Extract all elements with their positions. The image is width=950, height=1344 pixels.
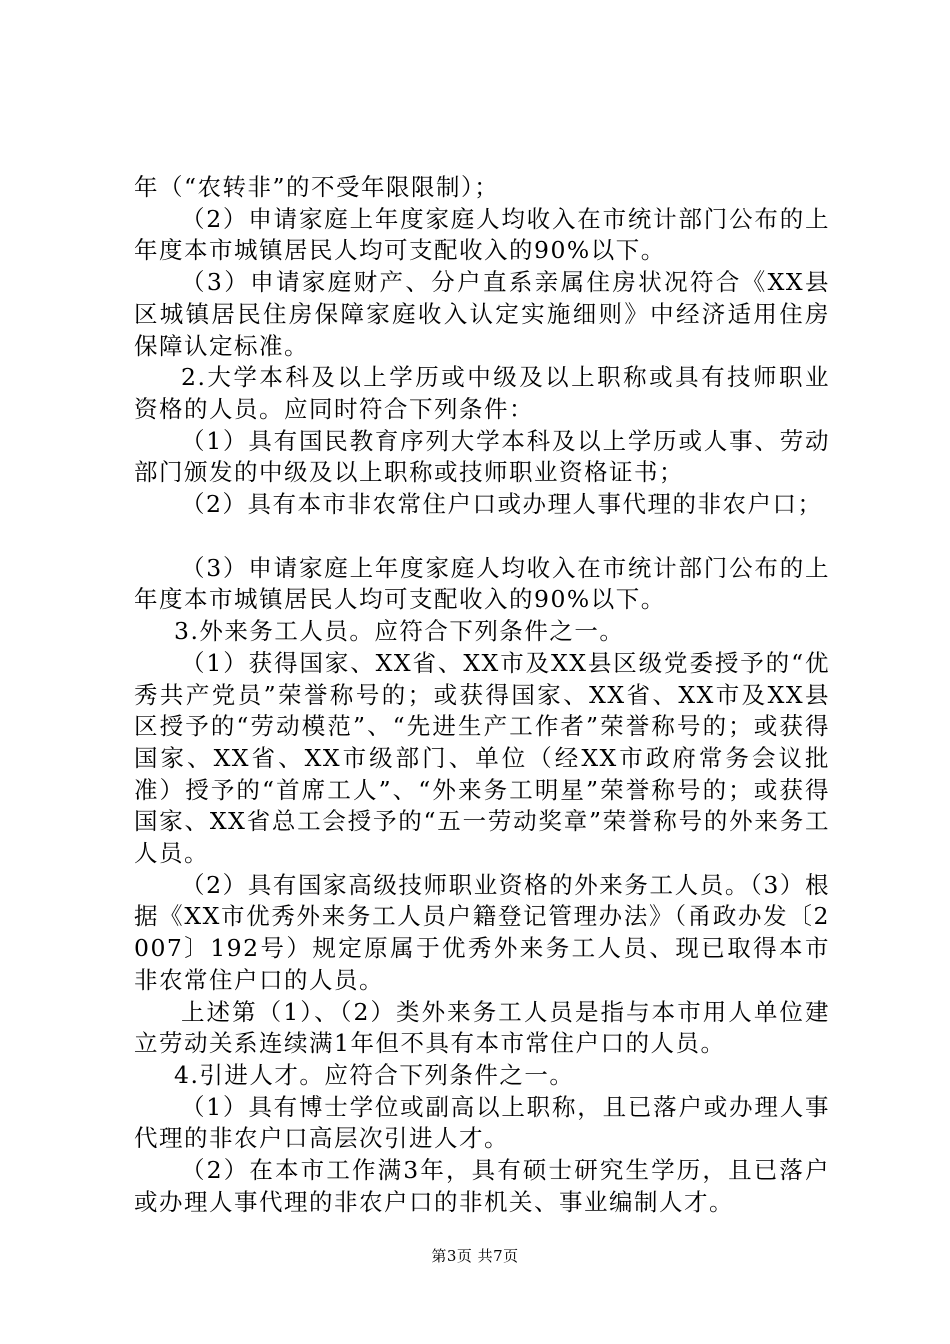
paragraph-4: 2.大学本科及以上学历或中级及以上职称或具有技师职业资格的人员。应同时符合下列条件： xyxy=(134,363,830,423)
document-body xyxy=(134,172,830,1219)
paragraph-14: （2）在本市工作满3年，具有硕士研究生学历，且已落户或办理人事代理的非农户口的非机关、事业编制人才。 xyxy=(134,1156,830,1216)
paragraph-1: 年（“农转非”的不受年限限制）； xyxy=(134,173,500,201)
paragraph-5: （1）具有国民教育序列大学本科及以上学历或人事、劳动部门颁发的中级及以上职称或技师职业资格证书； xyxy=(134,426,830,487)
paragraph-13: （1）具有博士学位或副高以上职称，且已落户或办理人事代理的非农户口高层次引进人才。 xyxy=(134,1092,830,1153)
page-footer xyxy=(0,1246,950,1266)
paragraph-12: 4.引进人才。应符合下列条件之一。 xyxy=(174,1060,575,1089)
paragraph-2: （2）申请家庭上年度家庭人均收入在市统计部门公布的上年度本市城镇居民人均可支配收入的90%以下。 xyxy=(134,204,830,265)
paragraph-8: 3.外来务工人员。应符合下列条件之一。 xyxy=(174,617,625,646)
page-number: 第3页 共7页 xyxy=(431,1247,519,1265)
paragraph-9: （1）获得国家、XX省、XX市及XX县区级党委授予的“优秀共产党员”荣誉称号的；或获得国家、XX省、XX市及XX县区授予的“劳动模范”、“先进生产工作者”荣誉称号的；或获得国家、XX省、XX市级部门、单位（经XX市政府常务会议批准）授予的“首席工人”、“外来务工明星”荣誉称号的；或获得国家、XX省总工会授予的“五一劳动奖章”荣誉称号的外来务工人员。 xyxy=(134,648,830,868)
paragraph-6: （2）具有本市非农常住户口或办理人事代理的非农户口； xyxy=(181,490,823,519)
paragraph-7: （3）申请家庭上年度家庭人均收入在市统计部门公布的上年度本市城镇居民人均可支配收入的90%以下。 xyxy=(134,553,830,614)
paragraph-3: （3）申请家庭财产、分户直系亲属住房状况符合《XX县区城镇居民住房保障家庭收入认定实施细则》中经济适用住房保障认定标准。 xyxy=(134,268,830,360)
paragraph-11: 上述第（1）、（2）类外来务工人员是指与本市用人单位建立劳动关系连续满1年但不具有本市常住户口的人员。 xyxy=(134,997,830,1058)
paragraph-10: （2）具有国家高级技师职业资格的外来务工人员。（3）根据《XX市优秀外来务工人员户籍登记管理办法》（甬政办发〔2007〕192号）规定原属于优秀外来务工人员、现已取得本市非农常住户口的人员。 xyxy=(134,870,830,994)
